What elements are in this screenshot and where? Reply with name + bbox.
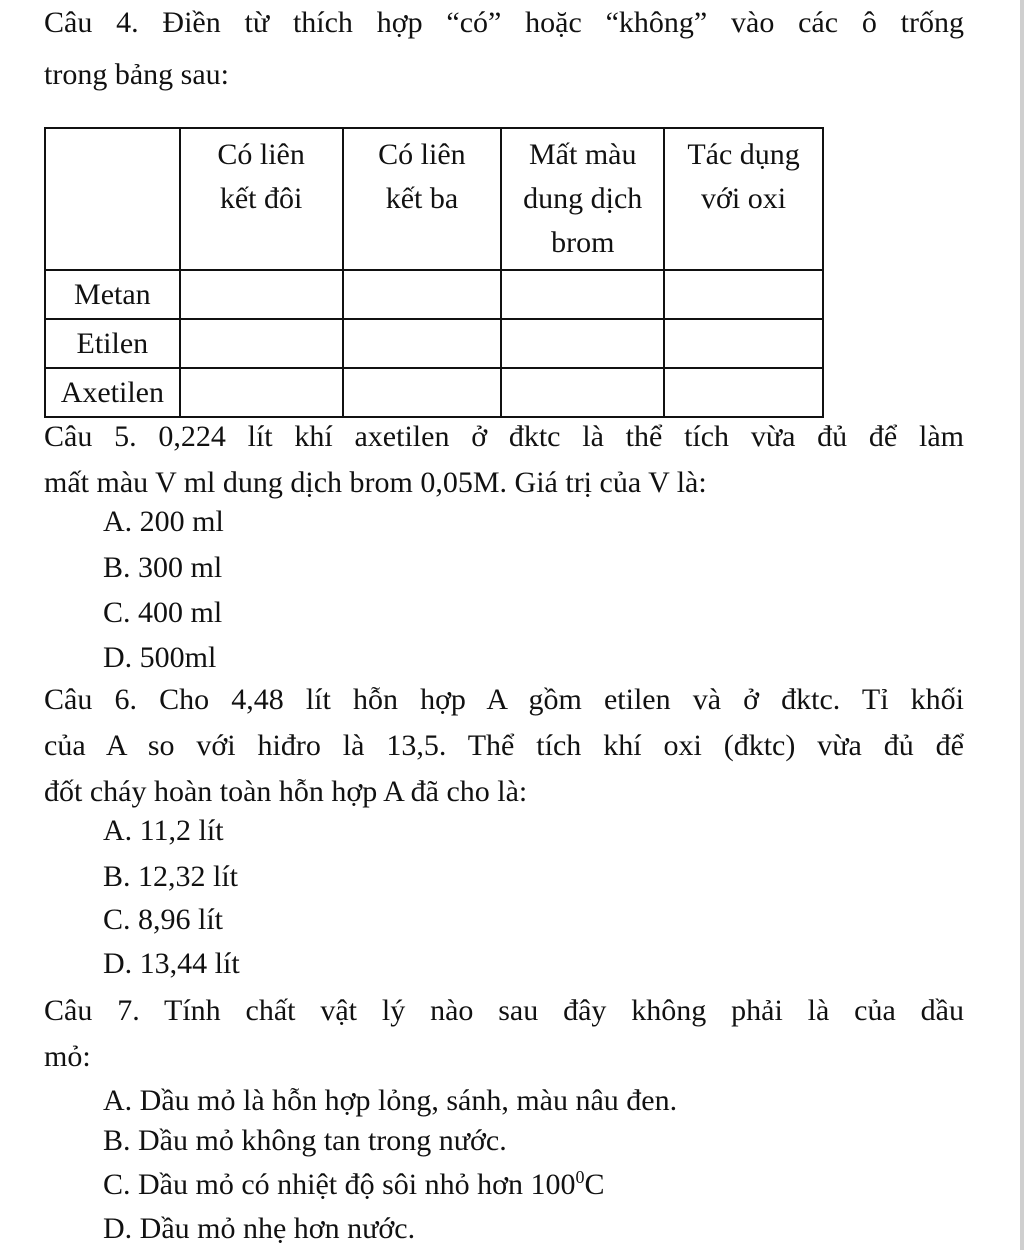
table-cell[interactable] [343,319,502,368]
question-4-line-2: trong bảng sau: [44,58,229,91]
table-row-label: Etilen [45,319,180,368]
question-6-line-3: đốt cháy hoàn toàn hỗn hợp A đã cho là: [44,775,528,808]
question-5-option-d[interactable]: D. 500ml [103,641,217,674]
table-row [45,270,823,319]
table-cell[interactable] [343,270,502,319]
question-7-option-c-unit: C [584,1168,605,1201]
question-7-line-1: Câu 7. Tính chất vật lý nào sau đây không phải là của dầu [44,994,964,1027]
question-7-line-2: mỏ: [44,1040,91,1073]
question-6-option-c[interactable]: C. 8,96 lít [103,903,224,936]
table-cell[interactable] [664,368,823,417]
question-6 [44,677,964,815]
table-cell[interactable] [180,319,343,368]
question-5-option-a[interactable]: A. 200 ml [103,505,224,538]
table-cell[interactable] [180,368,343,417]
question-6-line-2: của A so với hiđro là 13,5. Thể tích khí oxi (đktc) vừa đủ để [44,729,964,762]
question-7-option-b[interactable]: B. Dầu mỏ không tan trong nước. [103,1124,507,1157]
question-7-option-c-text: C. Dầu mỏ có nhiệt độ sôi nhỏ hơn 100 [103,1168,576,1201]
question-4-line-1: Câu 4. Điền từ thích hợp “có” hoặc “không” vào các ô trống [44,6,964,39]
question-6-option-b[interactable]: B. 12,32 lít [103,860,239,893]
table-header-double-bond: Có liên kết đôi [180,128,343,270]
question-7-option-c[interactable] [103,1162,605,1208]
table-cell[interactable] [180,270,343,319]
question-5-line-1: Câu 5. 0,224 lít khí axetilen ở đktc là thể tích vừa đủ để làm [44,420,964,453]
table-header-row [45,128,823,270]
table-cell[interactable] [501,368,664,417]
table-header-oxygen: Tác dụng với oxi [664,128,823,270]
question-5-option-c[interactable]: C. 400 ml [103,596,223,629]
table-cell[interactable] [664,270,823,319]
table-row [45,319,823,368]
table-header-bromine: Mất màu dung dịch brom [501,128,664,270]
degree-superscript: 0 [575,1167,585,1187]
question-5-option-b[interactable]: B. 300 ml [103,551,223,584]
question-7-option-a[interactable]: A. Dầu mỏ là hỗn hợp lỏng, sánh, màu nâu đen. [103,1084,678,1117]
question-5-line-2: mất màu V ml dung dịch brom 0,05M. Giá trị của V là: [44,466,707,499]
table-cell[interactable] [664,319,823,368]
table-row-label: Metan [45,270,180,319]
table-cell[interactable] [501,319,664,368]
page-edge-divider [1020,0,1024,1250]
question-4 [44,0,964,98]
question-6-option-d[interactable]: D. 13,44 lít [103,947,240,980]
table-header-empty [45,128,180,270]
table-cell[interactable] [501,270,664,319]
question-6-option-a[interactable]: A. 11,2 lít [103,814,224,847]
question-7-option-d[interactable]: D. Dầu mỏ nhẹ hơn nước. [103,1212,416,1245]
question-6-line-1: Câu 6. Cho 4,48 lít hỗn hợp A gồm etilen và ở đktc. Tỉ khối [44,683,964,716]
table-cell[interactable] [343,368,502,417]
table-row [45,368,823,417]
table-header-triple-bond: Có liên kết ba [343,128,502,270]
table-row-label: Axetilen [45,368,180,417]
question-5 [44,414,964,506]
question-7 [44,988,964,1080]
properties-table [44,127,824,418]
